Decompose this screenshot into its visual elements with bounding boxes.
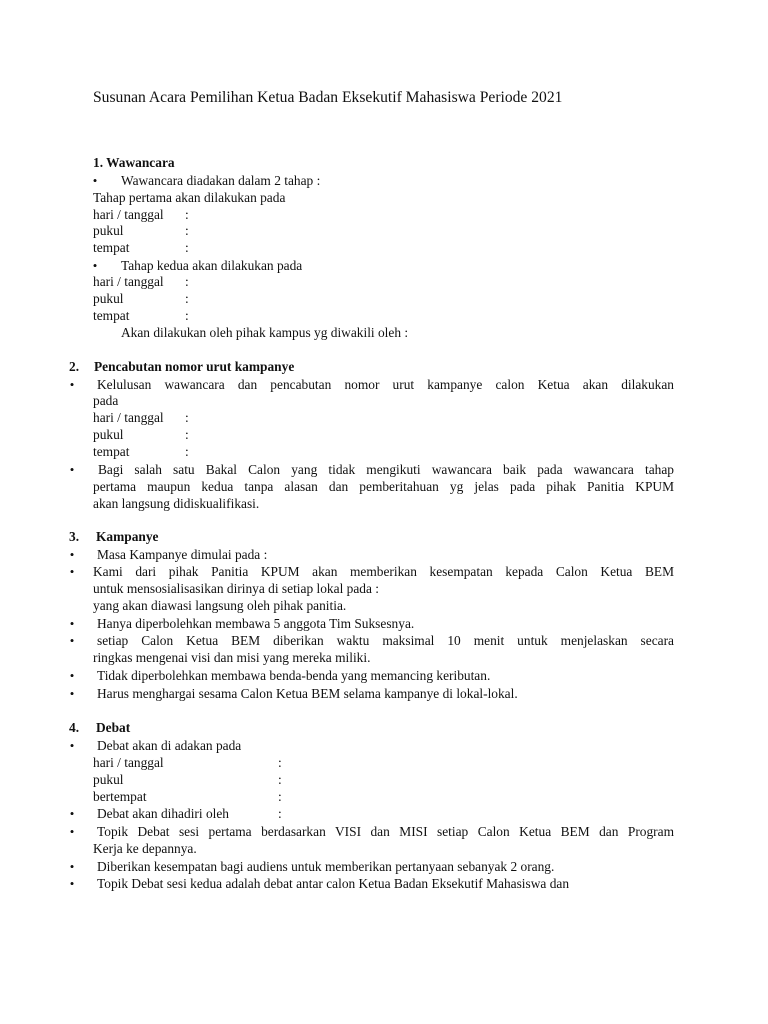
section-1-note: Akan dilakukan oleh pihak kampus yg diwakili oleh : — [121, 325, 409, 340]
section-3-bullet-5: Tidak diperbolehkan membawa benda-benda yang memancing keributan. — [97, 668, 491, 683]
bullet-icon — [67, 859, 77, 875]
section-2-number: 2. — [69, 359, 80, 374]
section-3-bullet-2-line-3: yang akan diawasi langsung oleh pihak panitia. — [93, 598, 347, 613]
bullet-icon — [67, 616, 77, 632]
section-3-bullet-6: Harus menghargai sesama Calon Ketua BEM selama kampanye di lokal-lokal. — [97, 686, 518, 701]
section-3-bullet-1: Masa Kampanye dimulai pada : — [97, 547, 268, 562]
colon: : — [185, 427, 189, 442]
section-1-bullet-2: Tahap kedua akan dilakukan pada — [121, 258, 303, 273]
section-3-number: 3. — [69, 529, 80, 544]
label-pukul: pukul — [93, 772, 124, 787]
bullet-icon — [67, 377, 77, 393]
section-2-bullet-2-line-3: akan langsung didiskualifikasi. — [93, 496, 260, 511]
section-2-bullet-1-line-2: pada — [93, 393, 119, 408]
bullet-icon — [67, 633, 77, 649]
bullet-icon — [67, 876, 77, 892]
colon: : — [185, 274, 189, 289]
bullet-icon — [90, 173, 100, 189]
colon: : — [278, 806, 282, 821]
label-pukul: pukul — [93, 427, 124, 442]
label-hari-tanggal: hari / tanggal — [93, 410, 164, 425]
section-4-bullet-3-line-1: Topik Debat sesi pertama berdasarkan VISI dan MISI setiap Calon Ketua BEM dan Program — [97, 824, 674, 839]
bullet-icon — [67, 686, 77, 702]
section-4-bullet-2: Debat akan dihadiri oleh — [97, 806, 229, 821]
label-hari-tanggal: hari / tanggal — [93, 274, 164, 289]
bullet-icon — [67, 806, 77, 822]
section-4-bullet-3-line-2: Kerja ke depannya. — [93, 841, 197, 856]
section-2-bullet-2-line-1: Bagi salah satu Bakal Calon yang tidak mengikuti wawancara baik pada wawancara tahap — [98, 462, 674, 477]
bullet-icon — [67, 462, 77, 478]
label-tempat: tempat — [93, 308, 130, 323]
section-2-bullet-1-line-1: Kelulusan wawancara dan pencabutan nomor urut kampanye calon Ketua akan dilakukan — [97, 377, 674, 392]
colon: : — [185, 291, 189, 306]
section-1-heading: 1. Wawancara — [93, 155, 175, 170]
section-4-bullet-1: Debat akan di adakan pada — [97, 738, 242, 753]
label-tempat: tempat — [93, 240, 130, 255]
section-3-bullet-2-line-1: Kami dari pihak Panitia KPUM akan memberikan kesempatan kepada Calon Ketua BEM — [93, 564, 674, 579]
section-3-heading: Kampanye — [96, 529, 159, 544]
section-4-heading: Debat — [96, 720, 131, 735]
bullet-icon — [67, 824, 77, 840]
colon: : — [185, 207, 189, 222]
section-2-heading: Pencabutan nomor urut kampanye — [94, 359, 295, 374]
bullet-icon — [67, 668, 77, 684]
colon: : — [278, 789, 282, 804]
section-4-number: 4. — [69, 720, 80, 735]
colon: : — [185, 444, 189, 459]
section-1-line-1: Tahap pertama akan dilakukan pada — [93, 190, 286, 205]
label-pukul: pukul — [93, 223, 124, 238]
colon: : — [278, 772, 282, 787]
section-3-bullet-2-line-2: untuk mensosialisasikan dirinya di setiap lokal pada : — [93, 581, 379, 596]
bullet-icon — [67, 547, 77, 563]
bullet-icon — [67, 564, 77, 580]
bullet-icon — [67, 738, 77, 754]
label-tempat: tempat — [93, 444, 130, 459]
label-hari-tanggal: hari / tanggal — [93, 755, 164, 770]
section-4-bullet-5: Topik Debat sesi kedua adalah debat antar calon Ketua Badan Eksekutif Mahasiswa dan — [97, 876, 570, 891]
section-2-bullet-2-line-2: pertama maupun kedua tanpa alasan dan pemberitahuan yg jelas pada pihak Panitia KPUM — [93, 479, 674, 494]
section-4-bullet-4: Diberikan kesempatan bagi audiens untuk memberikan pertanyaan sebanyak 2 orang. — [97, 859, 555, 874]
section-3-bullet-4-line-1: setiap Calon Ketua BEM diberikan waktu maksimal 10 menit untuk menjelaskan secara — [97, 633, 674, 648]
section-1-bullet-1: Wawancara diadakan dalam 2 tahap : — [121, 173, 321, 188]
label-hari-tanggal: hari / tanggal — [93, 207, 164, 222]
colon: : — [185, 410, 189, 425]
colon: : — [185, 240, 189, 255]
label-bertempat: bertempat — [93, 789, 147, 804]
colon: : — [185, 308, 189, 323]
document-title: Susunan Acara Pemilihan Ketua Badan Eksekutif Mahasiswa Periode 2021 — [93, 89, 563, 106]
bullet-icon — [90, 258, 100, 274]
colon: : — [185, 223, 189, 238]
section-3-bullet-3: Hanya diperbolehkan membawa 5 anggota Tim Suksesnya. — [97, 616, 415, 631]
section-3-bullet-4-line-2: ringkas mengenai visi dan misi yang mereka miliki. — [93, 650, 371, 665]
label-pukul: pukul — [93, 291, 124, 306]
colon: : — [278, 755, 282, 770]
